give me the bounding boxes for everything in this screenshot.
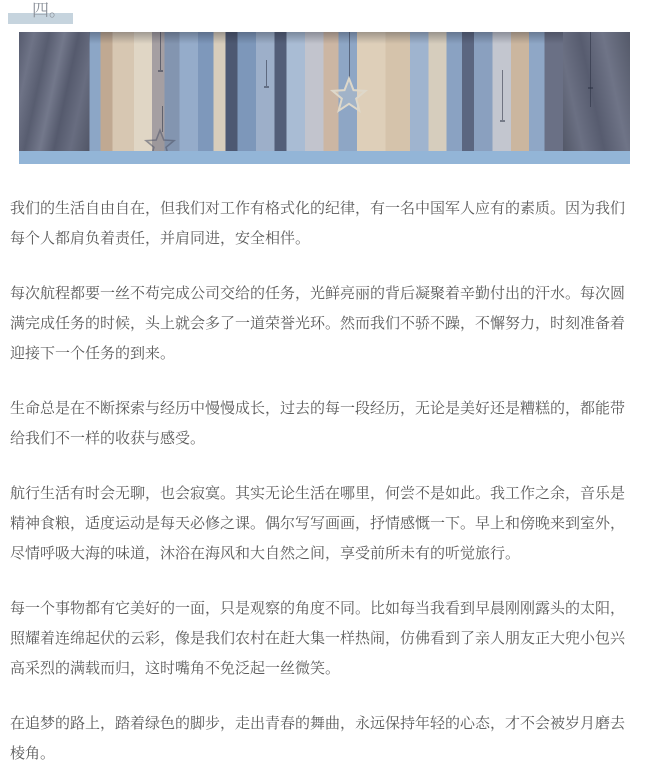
hero-image-bottom-bar — [19, 151, 630, 164]
section-header — [8, 0, 128, 24]
string-light-wire — [160, 32, 161, 70]
string-light-wire — [349, 32, 350, 80]
string-light-knot — [158, 70, 163, 72]
string-light-knot — [264, 86, 269, 88]
paragraph: 每次航程都要一丝不苟完成公司交给的任务，光鲜亮丽的背后凝聚着辛勤付出的汗水。每次圆满完成任务的时候，头上就会多了一道荣誉光环。然而我们不骄不躁，不懈努力，时刻准备着迎接下一个任务的到来。 — [10, 285, 626, 362]
paragraph: 生命总是在不断探索与经历中慢慢成长，过去的每一段经历，无论是美好还是糟糕的，都能带给我们不一样的收获与感受。 — [10, 400, 626, 447]
string-light-knot — [500, 120, 505, 122]
string-light-wire — [502, 70, 503, 120]
section-number: 四。 — [32, 1, 66, 20]
article-body — [0, 164, 649, 769]
curtain-photo — [19, 32, 630, 151]
paragraph: 在追梦的路上，踏着绿色的脚步，走出青春的舞曲，永远保持年轻的心态，才不会被岁月磨去棱角。 — [10, 715, 626, 762]
curtain-drape-right — [563, 32, 630, 151]
paragraph: 每一个事物都有它美好的一面，只是观察的角度不同。比如每当我看到早晨刚刚露头的太阳，照耀着连绵起伏的云彩，像是我们农村在赶大集一样热闹，仿佛看到了亲人朋友正大兜小包兴高采烈的满载而归，这时嘴角不免泛起一丝微笑。 — [10, 600, 626, 677]
string-light-wire — [590, 32, 591, 107]
paragraph: 我们的生活自由自在，但我们对工作有格式化的纪律，有一名中国军人应有的素质。因为我们每个人都肩负着责任，并肩同进，安全相伴。 — [10, 200, 626, 247]
star-icon — [329, 76, 369, 116]
string-light-knot — [588, 87, 593, 89]
star-icon — [143, 128, 177, 151]
curtain-drape-left — [19, 32, 89, 151]
hero-image[interactable] — [19, 32, 630, 164]
string-light-wire — [266, 60, 267, 86]
paragraph: 航行生活有时会无聊，也会寂寞。其实无论生活在哪里，何尝不是如此。我工作之余，音乐是精神食粮，适度运动是每天必修之课。偶尔写写画画，抒情感慨一下。早上和傍晚来到室外，尽情呼吸大海的味道，沐浴在海风和大自然之间，享受前所未有的听觉旅行。 — [10, 485, 626, 562]
